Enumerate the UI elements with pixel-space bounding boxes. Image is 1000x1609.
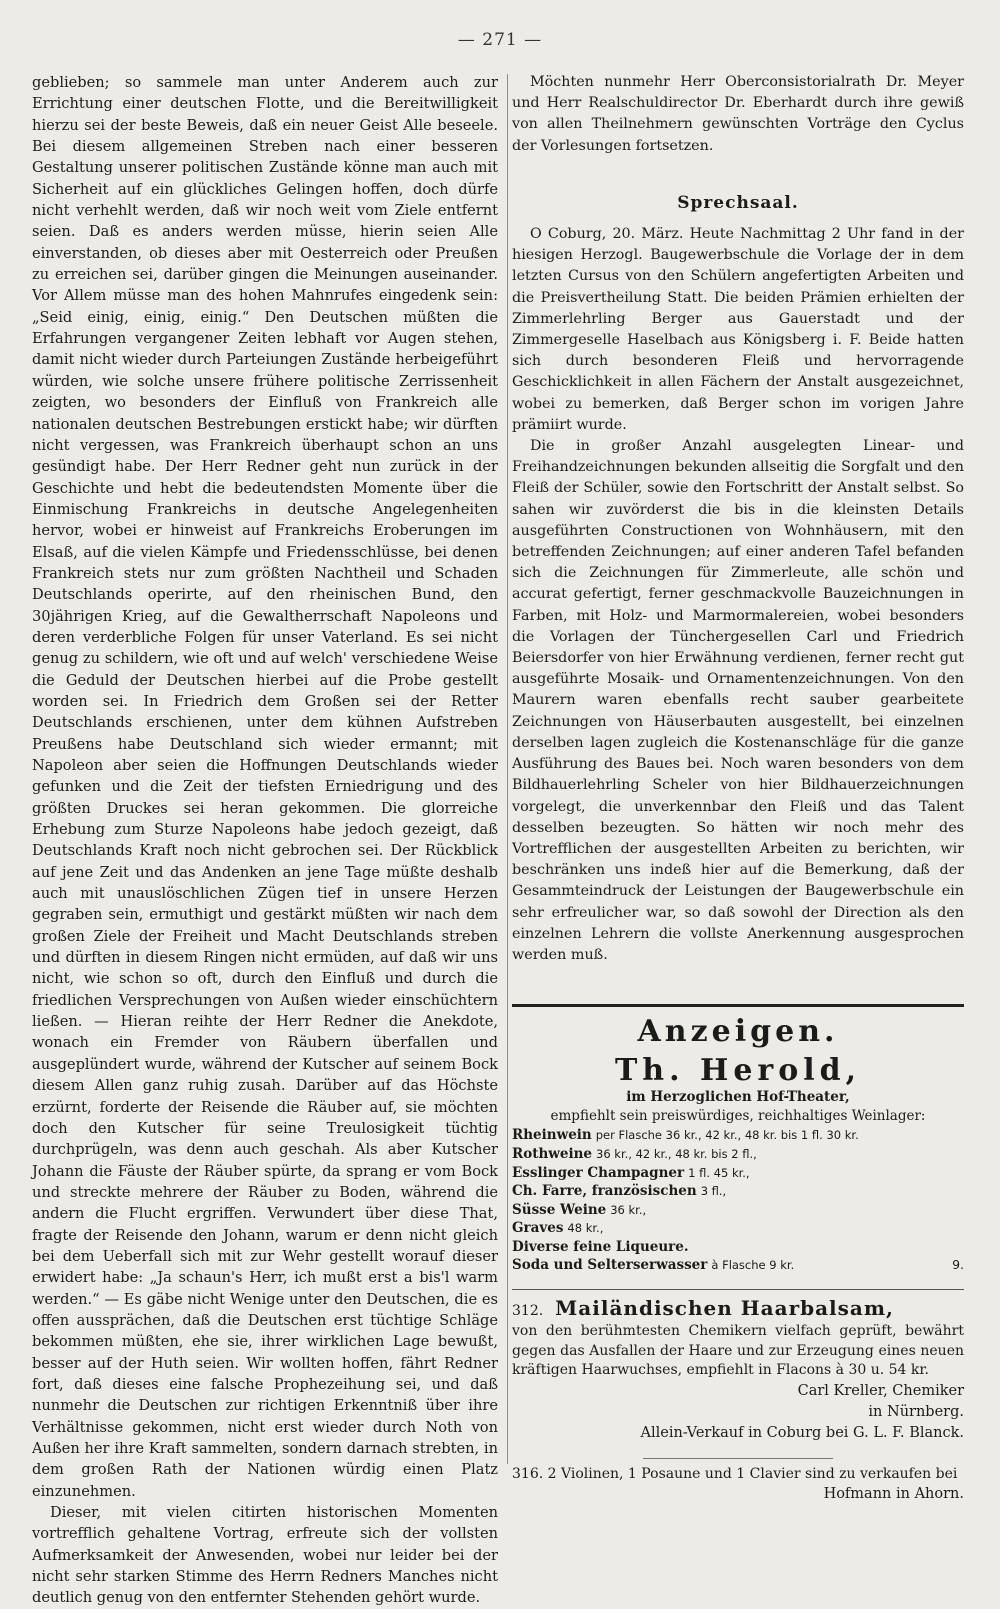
haarbalsam-advertisement bbox=[512, 1298, 964, 1444]
instrument-advertisement bbox=[512, 1465, 964, 1506]
wine-item: Soda und Selterserwasser à Flasche 9 kr. 9. bbox=[512, 1257, 964, 1274]
wine-item: Ch. Farre, französischen 3 fl., bbox=[512, 1183, 727, 1200]
wine-item: Diverse feine Liqueure. bbox=[512, 1238, 689, 1255]
ad-title: Mailändischen Haarbalsam, bbox=[555, 1296, 894, 1321]
ad-sale-note: Allein-Verkauf in Coburg bei G. L. F. Blanck. bbox=[640, 1424, 964, 1441]
article-paragraph: Die in großer Anzahl ausgelegten Linear- und Freihandzeichnungen bekunden allseitig die Sorgfalt und den Fleiß der Schüler, sowie den Fortschritt der Anstalt selbst. So sahen wir zuvörderst die bis in die kleinsten Details ausgeführten Constructionen von Wohnhäusern, mit den betreffenden Zeichnungen; auf einer anderen Tafel befanden sich die Zeichnungen für Zimmerleute, alle schön und accurat gefertigt, ferner geschmackvolle Bauzeichnungen in Farben, mit Holz- und Marmormalereien, wobei besonders die Vorlagen der Tünchergesellen Carl und Friedrich Beiersdorfer von hier Erwähnung verdienen, ferner recht gut ausgeführte Mosaik- und Ornamentenzeichnungen. Von den Maurern waren ebenfalls recht sauber gearbeitete Zeichnungen von Häuserbauten ausgestellt, bei einzelnen derselben lagen zugleich die Kostenanschläge für die ganze Ausführung des Baues bei. Noch waren besonders von dem Bildhauerlehrling Scheler von hier Bildhauerzeichnungen vorgelegt, die unverkennbar den Fleiß und das Talent desselben bezeugten. So hätten wir noch mehr des Vortrefflichen der ausgestellten Arbeiten zu berichten, wir beschränken uns indeß hier auf die Bemerkung, daß der Gesammteindruck der Leistungen der Baugewerbschule ein sehr erfreulicher war, so daß sowohl der Direction als den einzelnen Lehrern die vollste Anerkennung ausgesprochen werden muß. bbox=[512, 438, 964, 963]
article-paragraph: Dieser, mit vielen citirten historischen Momenten vortrefflich gehaltene Vortrag, erfreute sich der vollsten Aufmerksamkeit der Anwesenden, wobei nur leider bei der nicht sehr starken Stimme des Herrn Redners Manches nicht deutlich genug von den entfernter Stehenden gehört wurde. bbox=[32, 1504, 498, 1607]
wine-item: Rheinwein per Flasche 36 kr., 42 kr., 48 kr. bis 1 fl. 30 kr. bbox=[512, 1127, 859, 1144]
right-column bbox=[512, 72, 964, 1505]
wine-price-list bbox=[512, 1126, 964, 1275]
wine-item: Rothweine 36 kr., 42 kr., 48 kr. bis 2 fl., bbox=[512, 1145, 757, 1162]
ad-seller: Hofmann in Ahorn. bbox=[823, 1486, 964, 1503]
ad-text: von den berühmtesten Chemikern vielfach geprüft, bewährt gegen das Ausfallen der Haare und zur Erzeugung eines neuen kräftigen Haarwuchses, empfiehlt in Flacons à 30 u. 54 kr. bbox=[512, 1323, 964, 1379]
article-paragraph: Möchten nunmehr Herr Oberconsistorialrath Dr. Meyer und Herr Realschuldirector Dr. Eberhardt durch ihre gewiß von allen Theilnehmern gewünschten Vorträge den Cyclus der Vorlesungen fortsetzen. bbox=[512, 74, 964, 154]
ad-signature-name: Carl Kreller, Chemiker bbox=[797, 1382, 964, 1399]
advertiser-intro: empfiehlt sein preiswürdiges, reichhaltiges Weinlager: bbox=[550, 1108, 926, 1125]
advertiser-location: im Herzoglichen Hof-Theater, bbox=[626, 1089, 850, 1106]
ad-divider bbox=[512, 1289, 964, 1290]
article-paragraph: O Coburg, 20. März. Heute Nachmittag 2 Uhr fand in der hiesigen Herzogl. Baugewerbschule die Vorlage der in dem letzten Cursus von den Schülern angefertigten Arbeiten und die Preisvertheilung Statt. Die beiden Prämien erhielten der Zimmerlehrling Berger aus Gauerstadt und der Zimmergeselle Haselbach aus Königsberg i. F. Beide hatten sich durch besonderen Fleiß und hervorragende Geschicklichkeit in allen Fächern der Anstalt ausgezeichnet, wobei zu bemerken, daß Berger schon im vorigen Jahre prämiirt wurde. bbox=[512, 226, 964, 433]
wine-item: Esslinger Champagner 1 fl. 45 kr., bbox=[512, 1164, 750, 1181]
wine-item: Graves 48 kr., bbox=[512, 1220, 604, 1237]
section-title: Sprechsaal. bbox=[677, 192, 799, 213]
section-divider bbox=[512, 1004, 964, 1007]
ad-divider bbox=[643, 1458, 833, 1459]
herold-advertisement bbox=[512, 1054, 964, 1275]
left-column bbox=[32, 72, 498, 1609]
article-paragraph: geblieben; so sammele man unter Anderem auch zur Errichtung einer deutschen Flotte, und die Bereitwilligkeit hierzu sei der beste Beweis, daß ein neuer Geist Alle beseele. Bei diesem allgemeinen Streben nach einer besseren Gestaltung unserer politischen Zustände könne man auch mit Sicherheit auf ein glückliches Gelingen hoffen, doch dürfe nicht verhehlt werden, daß wir noch weit vom Ziele entfernt seien. Daß es anders werden müsse, hierin seien Alle einverstanden, ob dieses aber mit Oesterreich oder Preußen zu erreichen sei, darüber gingen die Meinungen auseinander. Vor Allem müsse man des hohen Mahnrufes eingedenk sein: „Seid einig, einig, einig.“ Den Deutschen müßten die Erfahrungen vergangener Zeiten lebhaft vor Augen stehen, damit nicht wieder durch Parteiungen Zustände herbeigeführt würden, wie solche unsere frühere politische Zerrissenheit zeigten, wo besonders der Einfluß von Frankreich alle nationalen deutschen Bestrebungen erstickt habe; wir dürften nicht vergessen, was Frankreich überhaupt schon an uns gesündigt habe. Der Herr Redner geht nun zurück in der Geschichte und hebt die bedeutendsten Momente über die Einmischung Frankreichs in deutsche Angelegenheiten hervor, wobei er hinweist auf Frankreichs Eroberungen im Elsaß, auf die vielen Kämpfe und Friedensschlüsse, bei denen Frankreich stets nur zum größten Nachtheil und Schaden Deutschlands operirte, auf den rheinischen Bund, den 30jährigen Krieg, auf die Gewaltherrschaft Napoleons und deren verderbliche Folgen für unser Vaterland. Es sei nicht genug zu schildern, wie oft und auf welch' verschiedene Weise die Geduld der Deutschen hierbei auf die Probe gestellt worden sei. In Friedrich dem Großen sei der Retter Deutschlands erschienen, unter dem kühnen Aufstreben Preußens habe Deutschland sich wieder ermannt; mit Napoleon aber seien die Hoffnungen Deutschlands wieder gefunken und die Zeit der tiefsten Erniedrigung und des größten Druckes sei heran gekommen. Die glorreiche Erhebung zum Sturze Napoleons habe jedoch gezeigt, daß Deutschlands Kraft noch nicht gebrochen sei. Der Rückblick auf jene Zeit und das Andenken an jene Tage müßte deshalb auch mit unauslöschlichen Zügen tief in unsere Herzen gegraben sein, ermuthigt und gestärkt müßten wir nach dem großen Ziele der Freiheit und Macht Deutschlands streben und dürften in diesem Ringen nicht ermüden, auf daß wir uns nicht, wie schon so oft, durch den Einfluß und durch die friedlichen Versprechungen von Außen wieder einschüchtern ließen. — Hieran reihte der Herr Redner die Anekdote, wonach ein Fremder von Räubern überfallen und ausgeplündert wurde, während der Kutscher auf seinem Bock diesem Allen ganz ruhig zusah. Darüber auf das Höchste erzürnt, forderte der Reisende die Räuber auf, sie möchten doch den Kutscher für seine Treulosigkeit tüchtig durchprügeln, was denn auch geschah. Als aber Kutscher Johann die Fäuste der Räuber spürte, da sprang er vom Bock und streckte mehrere der Räuber zu Boden, während die andern die Flucht ergriffen. Verwundert über diese That, fragte der Reisende den Johann, warum er denn nicht gleich bei dem Ueberfall sich mit zur Wehr gestellt worauf dieser erwidert habe: „Ja schaun's Herr, ich mußt erst a bis'l warm werden.“ — Es gäbe nicht Wenige unter den Deutschen, die es offen aussprächen, daß die Deutschen erst tüchtige Schläge bekommen müßten, ehe sie, ihrer wirklichen Lage bewußt, besser auf der Huth seien. Wir wollten hoffen, fährt Redner fort, daß dieses eine falsche Prophezeihung sei, und daß nunmehr die Deutschen zur richtigen Erkenntniß über ihre Verhältnisse gekommen, nicht erst wieder durch Noth von Außen her ihre Kraft sammelten, sondern darnach strebten, in dem großen Rath der Nationen würdig einen Platz einzunehmen. bbox=[32, 74, 498, 1500]
ad-text: 316. 2 Violinen, 1 Posaune und 1 Clavier sind zu verkaufen bei bbox=[512, 1465, 958, 1482]
ad-number: 9. bbox=[952, 1257, 964, 1273]
ad-number: 312. bbox=[512, 1303, 544, 1320]
column-divider bbox=[507, 74, 508, 1464]
ad-signature-place: in Nürnberg. bbox=[868, 1403, 964, 1420]
advertiser-name: Th. Herold, bbox=[614, 1053, 862, 1089]
wine-item: Süsse Weine 36 kr., bbox=[512, 1201, 647, 1218]
page-number: — 271 — bbox=[457, 30, 543, 50]
ads-heading: Anzeigen. bbox=[637, 1014, 839, 1050]
